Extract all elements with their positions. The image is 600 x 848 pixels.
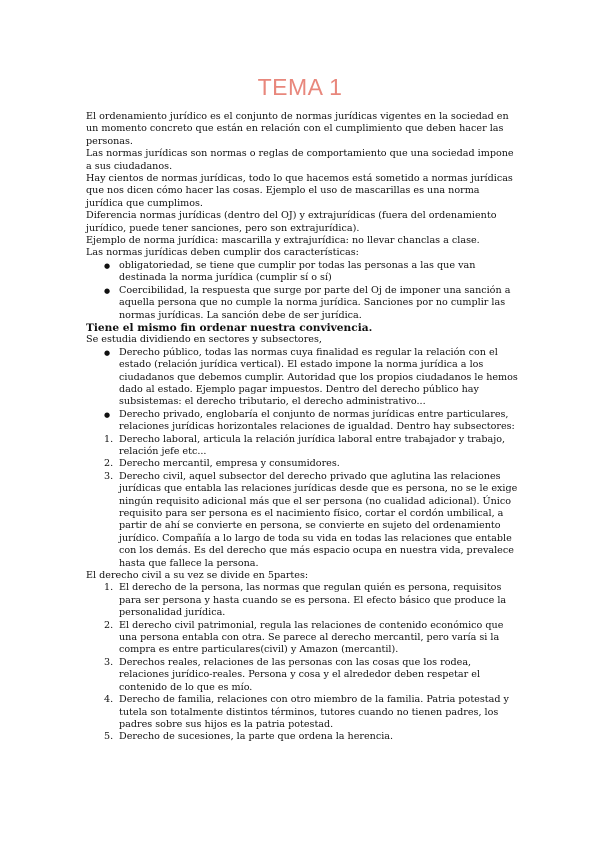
list-item-text: Derecho laboral, articula la relación jurídica laboral entre trabajador y trabajo, relación jefe etc... xyxy=(119,433,506,457)
list-number: 1. xyxy=(104,433,114,445)
civil-parts-list xyxy=(86,582,518,743)
list-item-text: El derecho civil patrimonial, regula las relaciones de contenido económico que una persona entabla con otra. Se parece al derecho mercantil, pero varía si la compra es entre particulares(civil) y Amazon (mercantil). xyxy=(119,619,504,656)
paragraph-difference: Diferencia normas jurídicas (dentro del OJ) y extrajurídicas (fuera del ordenamiento jurídico, puede tener sanciones, pero son extrajurídica). xyxy=(86,210,497,234)
characteristics-list xyxy=(86,260,518,322)
paragraph-example: Ejemplo de norma jurídica: mascarilla y extrajurídica: no llevar chanclas a clase. xyxy=(86,235,480,247)
list-item: ● Coercibilidad, la respuesta que surge por parte del Oj de imponer una sanción a aquella persona que no cumple la norma jurídica. Sanciones por no cumplir las normas jurídicas. La sanción debe de ser jurídica. xyxy=(86,285,518,322)
list-item-text: El derecho de la persona, las normas que regulan quién es persona, requisitos para ser persona y hasta cuando se es persona. El efecto básico que produce la personalidad jurídica. xyxy=(119,582,507,619)
list-number: 4. xyxy=(104,694,114,706)
list-number: 2. xyxy=(104,619,114,631)
paragraph-norms: Las normas jurídicas son normas o reglas de comportamiento que una sociedad impone a sus ciudadanos. xyxy=(86,148,514,172)
list-item-text: Derecho civil, aquel subsector del derecho privado que aglutina las relaciones jurídicas que entabla las relaciones jurídicas desde que es persona, no se le exige ningún requisito adicional más que el ser persona (no cualidad adicional). Único requisito para ser persona es el nacimiento físico, cortar el cordón umbilical, a partir de ahí se convierte en persona, se convierte en sujeto del ordenamiento jurídico. Compañía a lo largo de toda su vida en todas las relaciones que entable con los demás. Es del derecho que más espacio ocupa en nuestra vida, prevalece hasta que fallece la persona. xyxy=(119,470,518,569)
list-item: ● Derecho público, todas las normas cuya finalidad es regular la relación con el estado (relación jurídica vertical). El estado impone la norma jurídica a los ciudadanos que debemos cumplir. Autoridad que los propios ciudadanos le hemos dado al estado. Ejemplo pagar impuestos. Dentro del derecho público hay subsistemas: el derecho tributario, el derecho administrativo... xyxy=(86,347,518,409)
list-number: 5. xyxy=(104,731,114,743)
list-number: 2. xyxy=(104,458,114,470)
list-item: ● obligatoriedad, se tiene que cumplir por todas las personas a las que van destinada la norma jurídica (cumplir sí o sí) xyxy=(86,260,518,285)
paragraph-characteristics-intro: Las normas jurídicas deben cumplir dos características: xyxy=(86,247,359,259)
paragraph-definition: El ordenamiento jurídico es el conjunto de normas jurídicas vigentes en la sociedad en un momento concreto que están en relación con el cumplimiento que deben hacer las personas. xyxy=(86,111,509,147)
bold-heading: Tiene el mismo fin ordenar nuestra convivencia. xyxy=(86,321,373,334)
list-item xyxy=(86,582,518,619)
list-number: 3. xyxy=(104,470,114,482)
list-item xyxy=(86,620,518,657)
list-item xyxy=(86,731,518,743)
sectors-list xyxy=(86,347,518,434)
list-item xyxy=(86,657,518,694)
paragraph-hundreds: Hay cientos de normas jurídicas, todo lo que hacemos está sometido a normas jurídicas que nos dicen cómo hacer las cosas. Ejemplo el uso de mascarillas es una norma jurídica que cumplimos. xyxy=(86,173,513,209)
paragraph-sectors-intro: Se estudia dividiendo en sectores y subsectores, xyxy=(86,334,322,346)
page-title: TEMA 1 xyxy=(257,74,343,100)
subsectors-list xyxy=(86,434,518,570)
document-body xyxy=(86,111,518,744)
list-item xyxy=(86,434,518,459)
paragraph-civil-intro: El derecho civil a su vez se divide en 5partes: xyxy=(86,570,309,582)
list-item xyxy=(86,458,518,470)
list-item-text: Derechos reales, relaciones de las personas con las cosas que los rodea, relaciones jurídico-reales. Persona y cosa y el alrededor deben respetar el contenido de lo que es mío. xyxy=(119,656,481,693)
list-item: ● Derecho privado, englobaría el conjunto de normas jurídicas entre particulares, relaciones jurídicas horizontales relaciones de igualdad. Dentro hay subsectores: xyxy=(86,409,518,434)
list-item-text: Derecho de sucesiones, la parte que ordena la herencia. xyxy=(119,731,394,743)
list-item xyxy=(86,471,518,570)
list-number: 1. xyxy=(104,582,114,594)
list-number: 3. xyxy=(104,656,114,668)
list-item-text: Derecho de familia, relaciones con otro miembro de la familia. Patria potestad y tutela son totalmente distintos términos, tutores cuando no tienen padres, los padres sobre sus hijos es la patria potestad. xyxy=(119,694,509,730)
list-item-text: Derecho mercantil, empresa y consumidores. xyxy=(119,458,340,470)
list-item xyxy=(86,694,518,731)
